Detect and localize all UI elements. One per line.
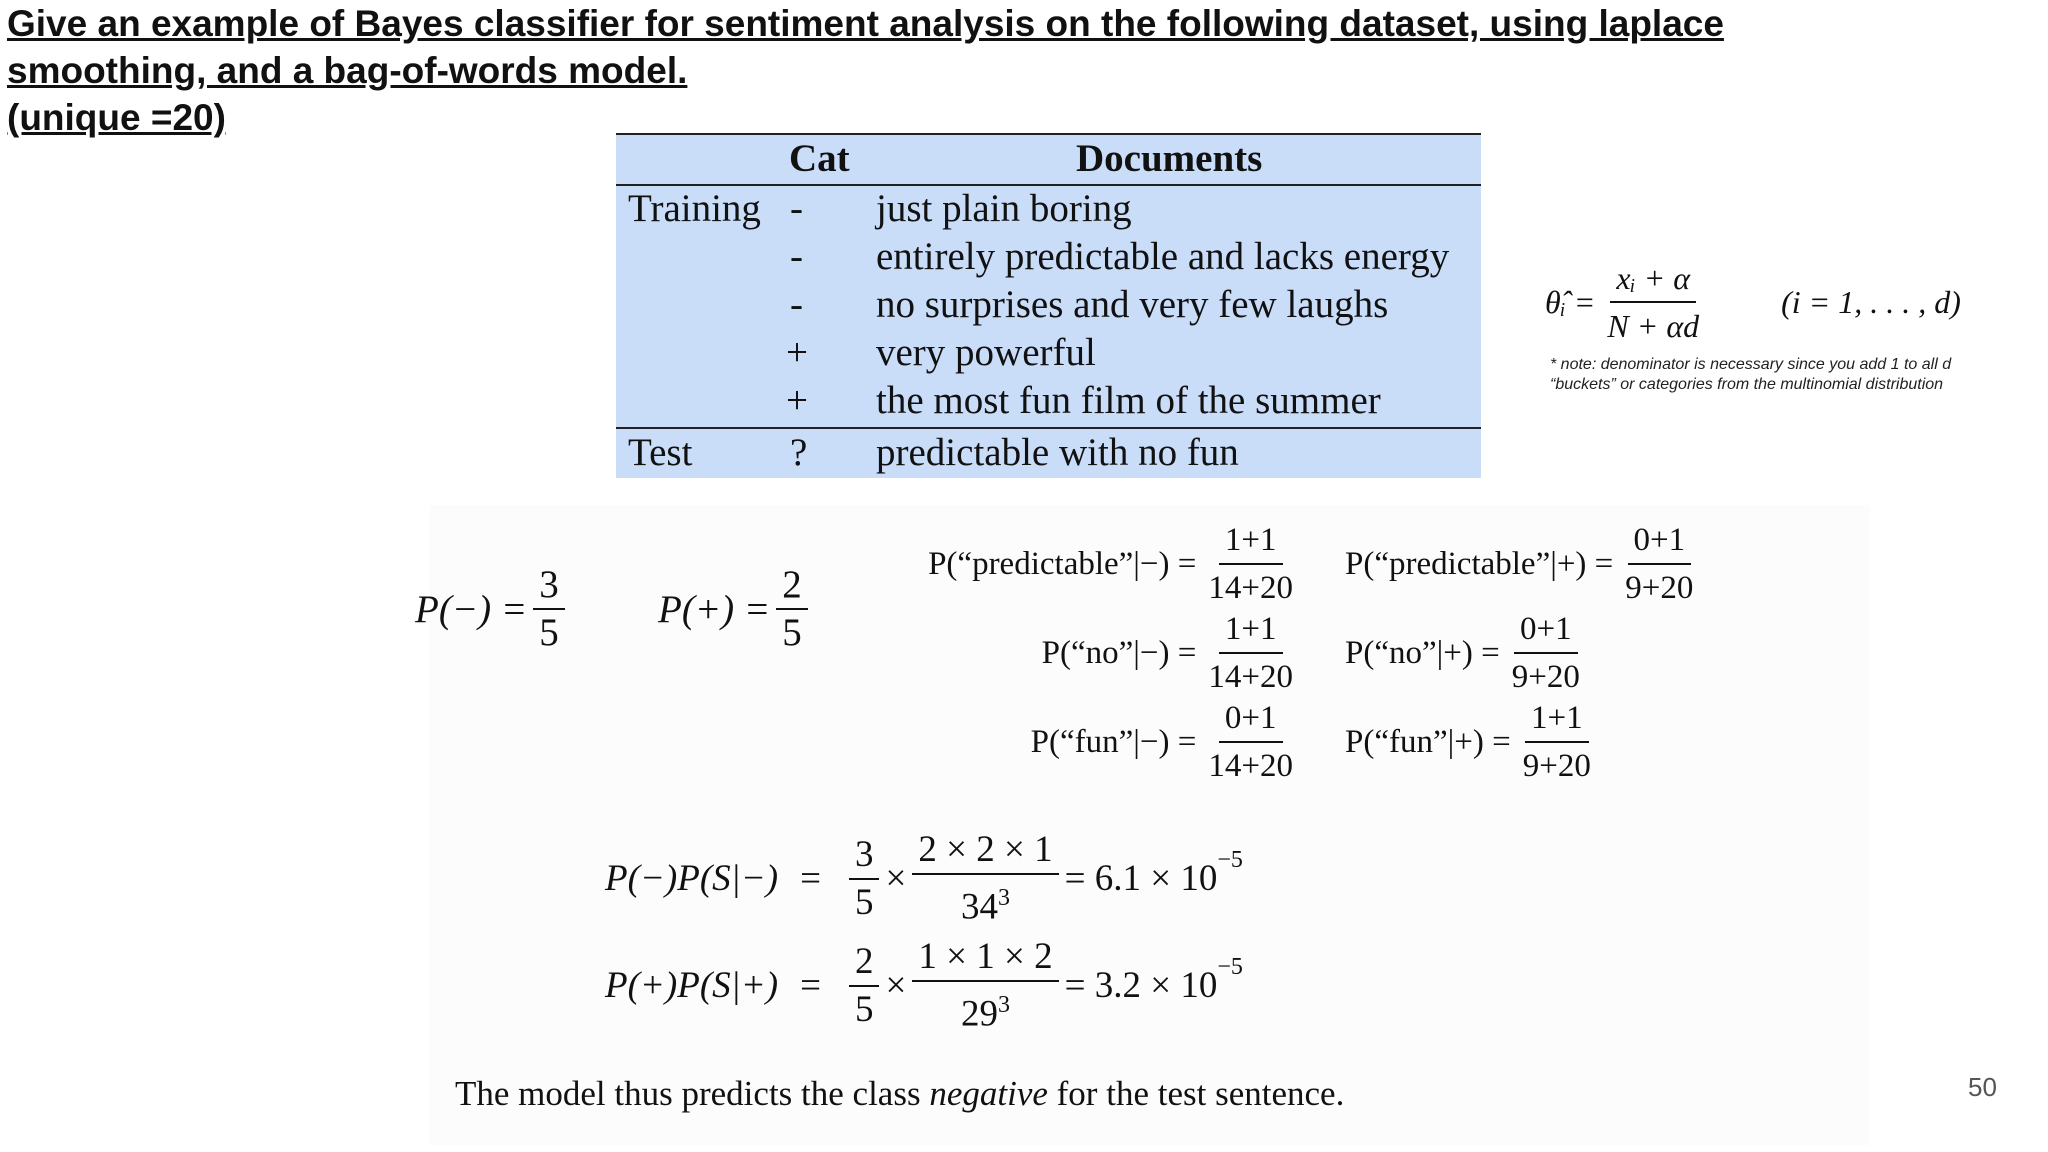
score-times: × (885, 858, 907, 900)
likelihood-num: 1+1 (1219, 609, 1283, 654)
likelihood-neg-predictable (928, 520, 1305, 608)
score-result: = 3.2 × 10 (1064, 965, 1218, 1007)
score-lhs: P(−)P(S|−) (605, 858, 779, 900)
test-label: Test (628, 431, 693, 474)
prior-neg-lhs: P(−) = (415, 587, 528, 631)
row-doc: entirely predictable and lacks energy (876, 235, 1450, 278)
likelihood-lhs: P(“no”|−) = (1041, 634, 1197, 671)
likelihood-lhs: P(“no”|+) = (1345, 634, 1500, 671)
row-cat: + (786, 331, 808, 374)
row-cat: + (786, 379, 808, 422)
likelihood-den: 14+20 (1208, 570, 1293, 606)
row-doc: very powerful (876, 331, 1096, 374)
formula-range: (i = 1, . . . , d) (1781, 283, 1961, 320)
score-den-base: 34 (960, 886, 998, 928)
header-cat: Cat (789, 137, 850, 180)
laplace-formula (1545, 258, 1961, 346)
conclusion-emphasis: negative (929, 1074, 1048, 1113)
dataset-table (616, 133, 1481, 478)
training-label: Training (628, 187, 761, 230)
score-num: 1 × 1 × 2 (912, 937, 1058, 982)
likelihood-num: 0+1 (1514, 609, 1578, 654)
likelihood-den: 9+20 (1625, 570, 1694, 606)
score-den-base: 29 (960, 993, 998, 1035)
likelihood-lhs: P(“predictable”|+) = (1345, 545, 1614, 582)
table-top-rule (616, 133, 1481, 135)
conclusion-pre: The model thus predicts the class (455, 1074, 930, 1113)
score-eq: = (800, 965, 821, 1007)
score-result-exp: −5 (1217, 847, 1243, 874)
score-prior-den: 5 (854, 988, 874, 1030)
prior-pos-num: 2 (776, 565, 808, 610)
test-doc: predictable with no fun (876, 431, 1239, 474)
likelihood-num: 1+1 (1525, 698, 1589, 743)
row-doc: the most fun film of the summer (876, 379, 1381, 422)
score-prior-num: 3 (849, 835, 880, 880)
conclusion-sentence (455, 1074, 1344, 1114)
score-num: 2 × 2 × 1 (912, 830, 1058, 875)
likelihood-num: 0+1 (1219, 698, 1283, 743)
prior-neg-num: 3 (533, 565, 565, 610)
test-cat: ? (790, 431, 808, 474)
score-den (955, 875, 1016, 927)
score-den-exp: 3 (997, 992, 1010, 1018)
score-prior-den: 5 (854, 881, 874, 923)
page-number: 50 (1968, 1072, 1997, 1102)
likelihood-pos-fun (1345, 698, 1603, 786)
likelihood-den: 14+20 (1208, 659, 1293, 695)
heading-line-3: (unique =20) (7, 97, 226, 138)
score-eq: = (800, 858, 821, 900)
likelihood-neg-no (1042, 609, 1305, 697)
heading-line-1: Give an example of Bayes classifier for sentiment analysis on the following dataset, using laplace (7, 3, 1724, 44)
score-den (955, 982, 1016, 1034)
score-times: × (885, 965, 907, 1007)
likelihood-num: 1+1 (1219, 520, 1283, 565)
row-doc: just plain boring (876, 187, 1132, 230)
score-result: = 6.1 × 10 (1064, 858, 1218, 900)
likelihood-lhs: P(“fun”|+) = (1345, 723, 1511, 760)
prior-neg-den: 5 (539, 611, 559, 654)
score-positive (605, 937, 1243, 1034)
likelihood-pos-no (1345, 609, 1592, 697)
prior-positive (658, 565, 814, 653)
header-documents: Documents (1076, 137, 1263, 180)
row-cat: - (790, 235, 803, 278)
score-result-exp: −5 (1217, 954, 1243, 981)
likelihood-den: 9+20 (1522, 748, 1591, 784)
likelihood-lhs: P(“fun”|−) = (1030, 723, 1197, 760)
likelihood-lhs: P(“predictable”|−) = (928, 545, 1197, 582)
likelihood-neg-fun (1031, 698, 1305, 786)
conclusion-post: for the test sentence. (1047, 1074, 1345, 1113)
likelihood-den: 9+20 (1511, 659, 1580, 695)
score-lhs: P(+)P(S|+) (605, 965, 779, 1007)
row-cat: - (790, 283, 803, 326)
formula-denominator: N + αd (1607, 308, 1700, 344)
formula-lhs: θ̂ᵢ = (1545, 283, 1596, 320)
formula-fraction (1601, 258, 1705, 346)
score-prior-num: 2 (849, 942, 880, 987)
likelihood-num: 0+1 (1628, 520, 1692, 565)
likelihood-pos-predictable (1345, 520, 1705, 608)
likelihood-den: 14+20 (1208, 748, 1293, 784)
score-den-exp: 3 (997, 885, 1010, 911)
prior-pos-lhs: P(+) = (658, 587, 771, 631)
score-negative (605, 830, 1243, 927)
prior-pos-den: 5 (782, 611, 802, 654)
formula-numerator: xᵢ + α (1610, 258, 1696, 303)
slide-heading (7, 0, 1724, 141)
prior-negative (415, 565, 571, 653)
heading-line-2: smoothing, and a bag-of-words model. (7, 50, 688, 91)
row-cat: - (790, 187, 803, 230)
formula-note: * note: denominator is necessary since you add 1 to all d “buckets” or categories from the multinomial distribution (1550, 356, 1952, 393)
row-doc: no surprises and very few laughs (876, 283, 1389, 326)
